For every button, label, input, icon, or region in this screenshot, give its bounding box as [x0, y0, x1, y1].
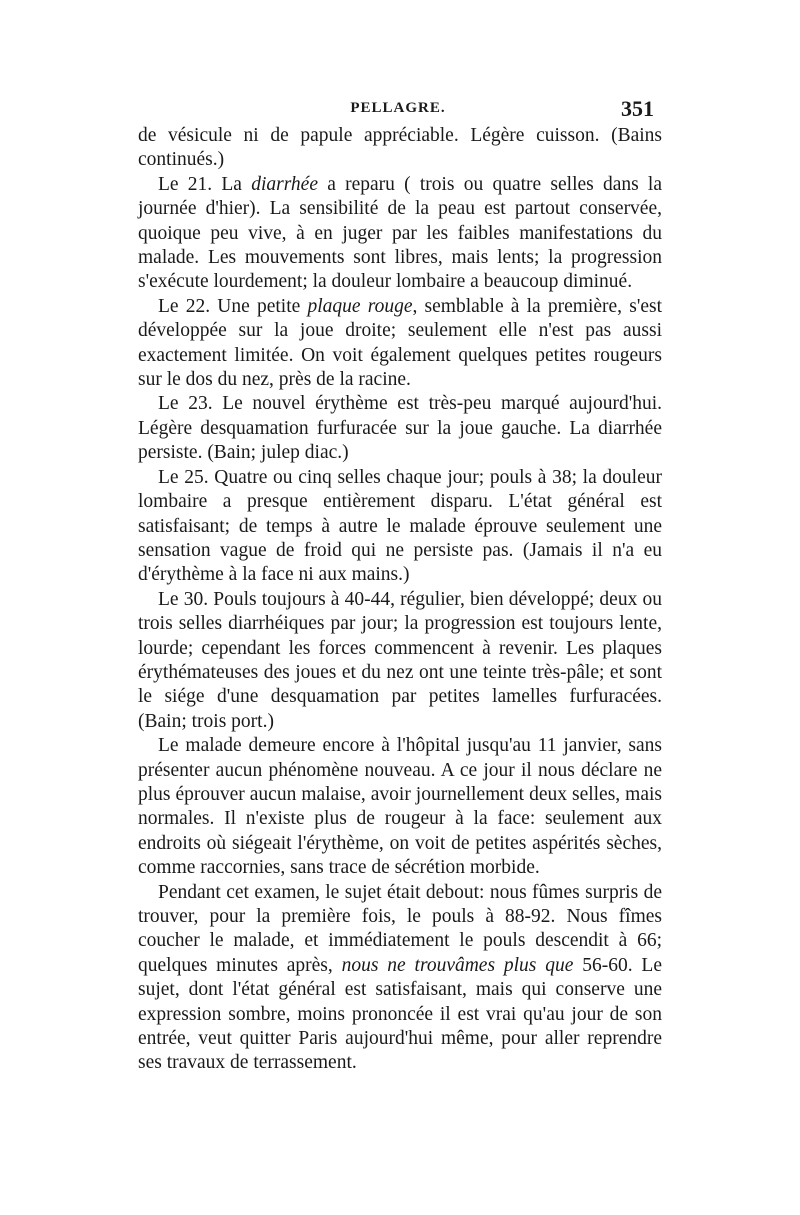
- text-run: Pendant cet examen, le sujet était debout: nous fûmes surpris de trouver, pour la première fois, le pouls à 88-92. Nous fîmes coucher le malade, et immédiatement le pouls descendit à 66; quelques minutes après,: [138, 881, 662, 976]
- paragraph: [138, 295, 662, 393]
- paragraph: [138, 124, 662, 173]
- text-run: Le 30. Pouls toujours à 40-44, régulier, bien développé; deux ou trois selles diarrhéiques par jour; la progression est toujours lente, lourde; cependant les forces commencent à revenir. Les plaques érythémateuses des joues et du nez ont une teinte très-pâle; et sont le siége d'une desquamation par petites lamelles furfuracées. (Bain; trois port.): [138, 588, 662, 732]
- paragraph: [138, 588, 662, 734]
- text-run: de vésicule ni de papule appréciable. Légère cuisson. (Bains continués.): [138, 125, 662, 171]
- running-title: PELLAGRE.: [350, 100, 446, 116]
- paragraph: [138, 466, 662, 588]
- paragraph: [138, 734, 662, 880]
- paragraph: [138, 881, 662, 1076]
- italic-run: plaque rouge: [307, 295, 413, 317]
- text-run: Le 22. Une petite: [158, 295, 308, 317]
- running-head: [138, 96, 658, 120]
- text-run: Le 21. La: [158, 173, 252, 195]
- text-run: 56-60. Le sujet, dont l'état général est satisfaisant, mais qui conserve une expression sombre, moins prononcée il est vrai qu'au jour de son entrée, veut quitter Paris aujourd'hui même, pour aller reprendre ses travaux de terrassement.: [138, 954, 663, 1074]
- page-number: 351: [621, 96, 654, 121]
- text-run: Le 23. Le nouvel érythème est très-peu marqué aujourd'hui. Légère desquamation furfuracée sur la joue gauche. La diarrhée persiste. (Bain; julep diac.): [138, 393, 662, 464]
- paragraph: [138, 173, 662, 295]
- text-run: Le malade demeure encore à l'hôpital jusqu'au 11 janvier, sans présenter aucun phénomène nouveau. A ce jour il nous déclare ne plus éprouver aucun malaise, avoir journellement deux selles, mais normales. Il n'existe plus de rougeur à la face: seulement aux endroits où siégeait l'érythème, on voit de petites aspérités sèches, comme raccornies, sans trace de sécrétion morbide.: [138, 735, 662, 879]
- text-run: , semblable à la première, s'est développée sur la joue droite; seulement elle n'est pas aussi exactement limitée. On voit également quelques petites rougeurs sur le dos du nez, près de la racine.: [138, 295, 662, 391]
- body-text: [138, 124, 662, 1076]
- text-run: a reparu ( trois ou quatre selles dans la journée d'hier). La sensibilité de la peau est partout conservée, quoique peu vive, à en juger par les faibles manifestations du malade. Les mouvements sont libres, mais lents; la progression s'exécute lourdement; la douleur lombaire a beaucoup diminué.: [138, 173, 662, 293]
- paragraph: [138, 392, 662, 465]
- italic-run: nous ne trouvâmes plus que: [341, 954, 574, 976]
- text-run: Le 25. Quatre ou cinq selles chaque jour; pouls à 38; la douleur lombaire a presque entièrement disparu. L'état général est satisfaisant; de temps à autre le malade éprouve seulement une sensation vague de froid qui ne persiste pas. (Jamais il n'a eu d'érythème à la face ni aux mains.): [138, 466, 662, 586]
- italic-run: diarrhée: [251, 173, 318, 195]
